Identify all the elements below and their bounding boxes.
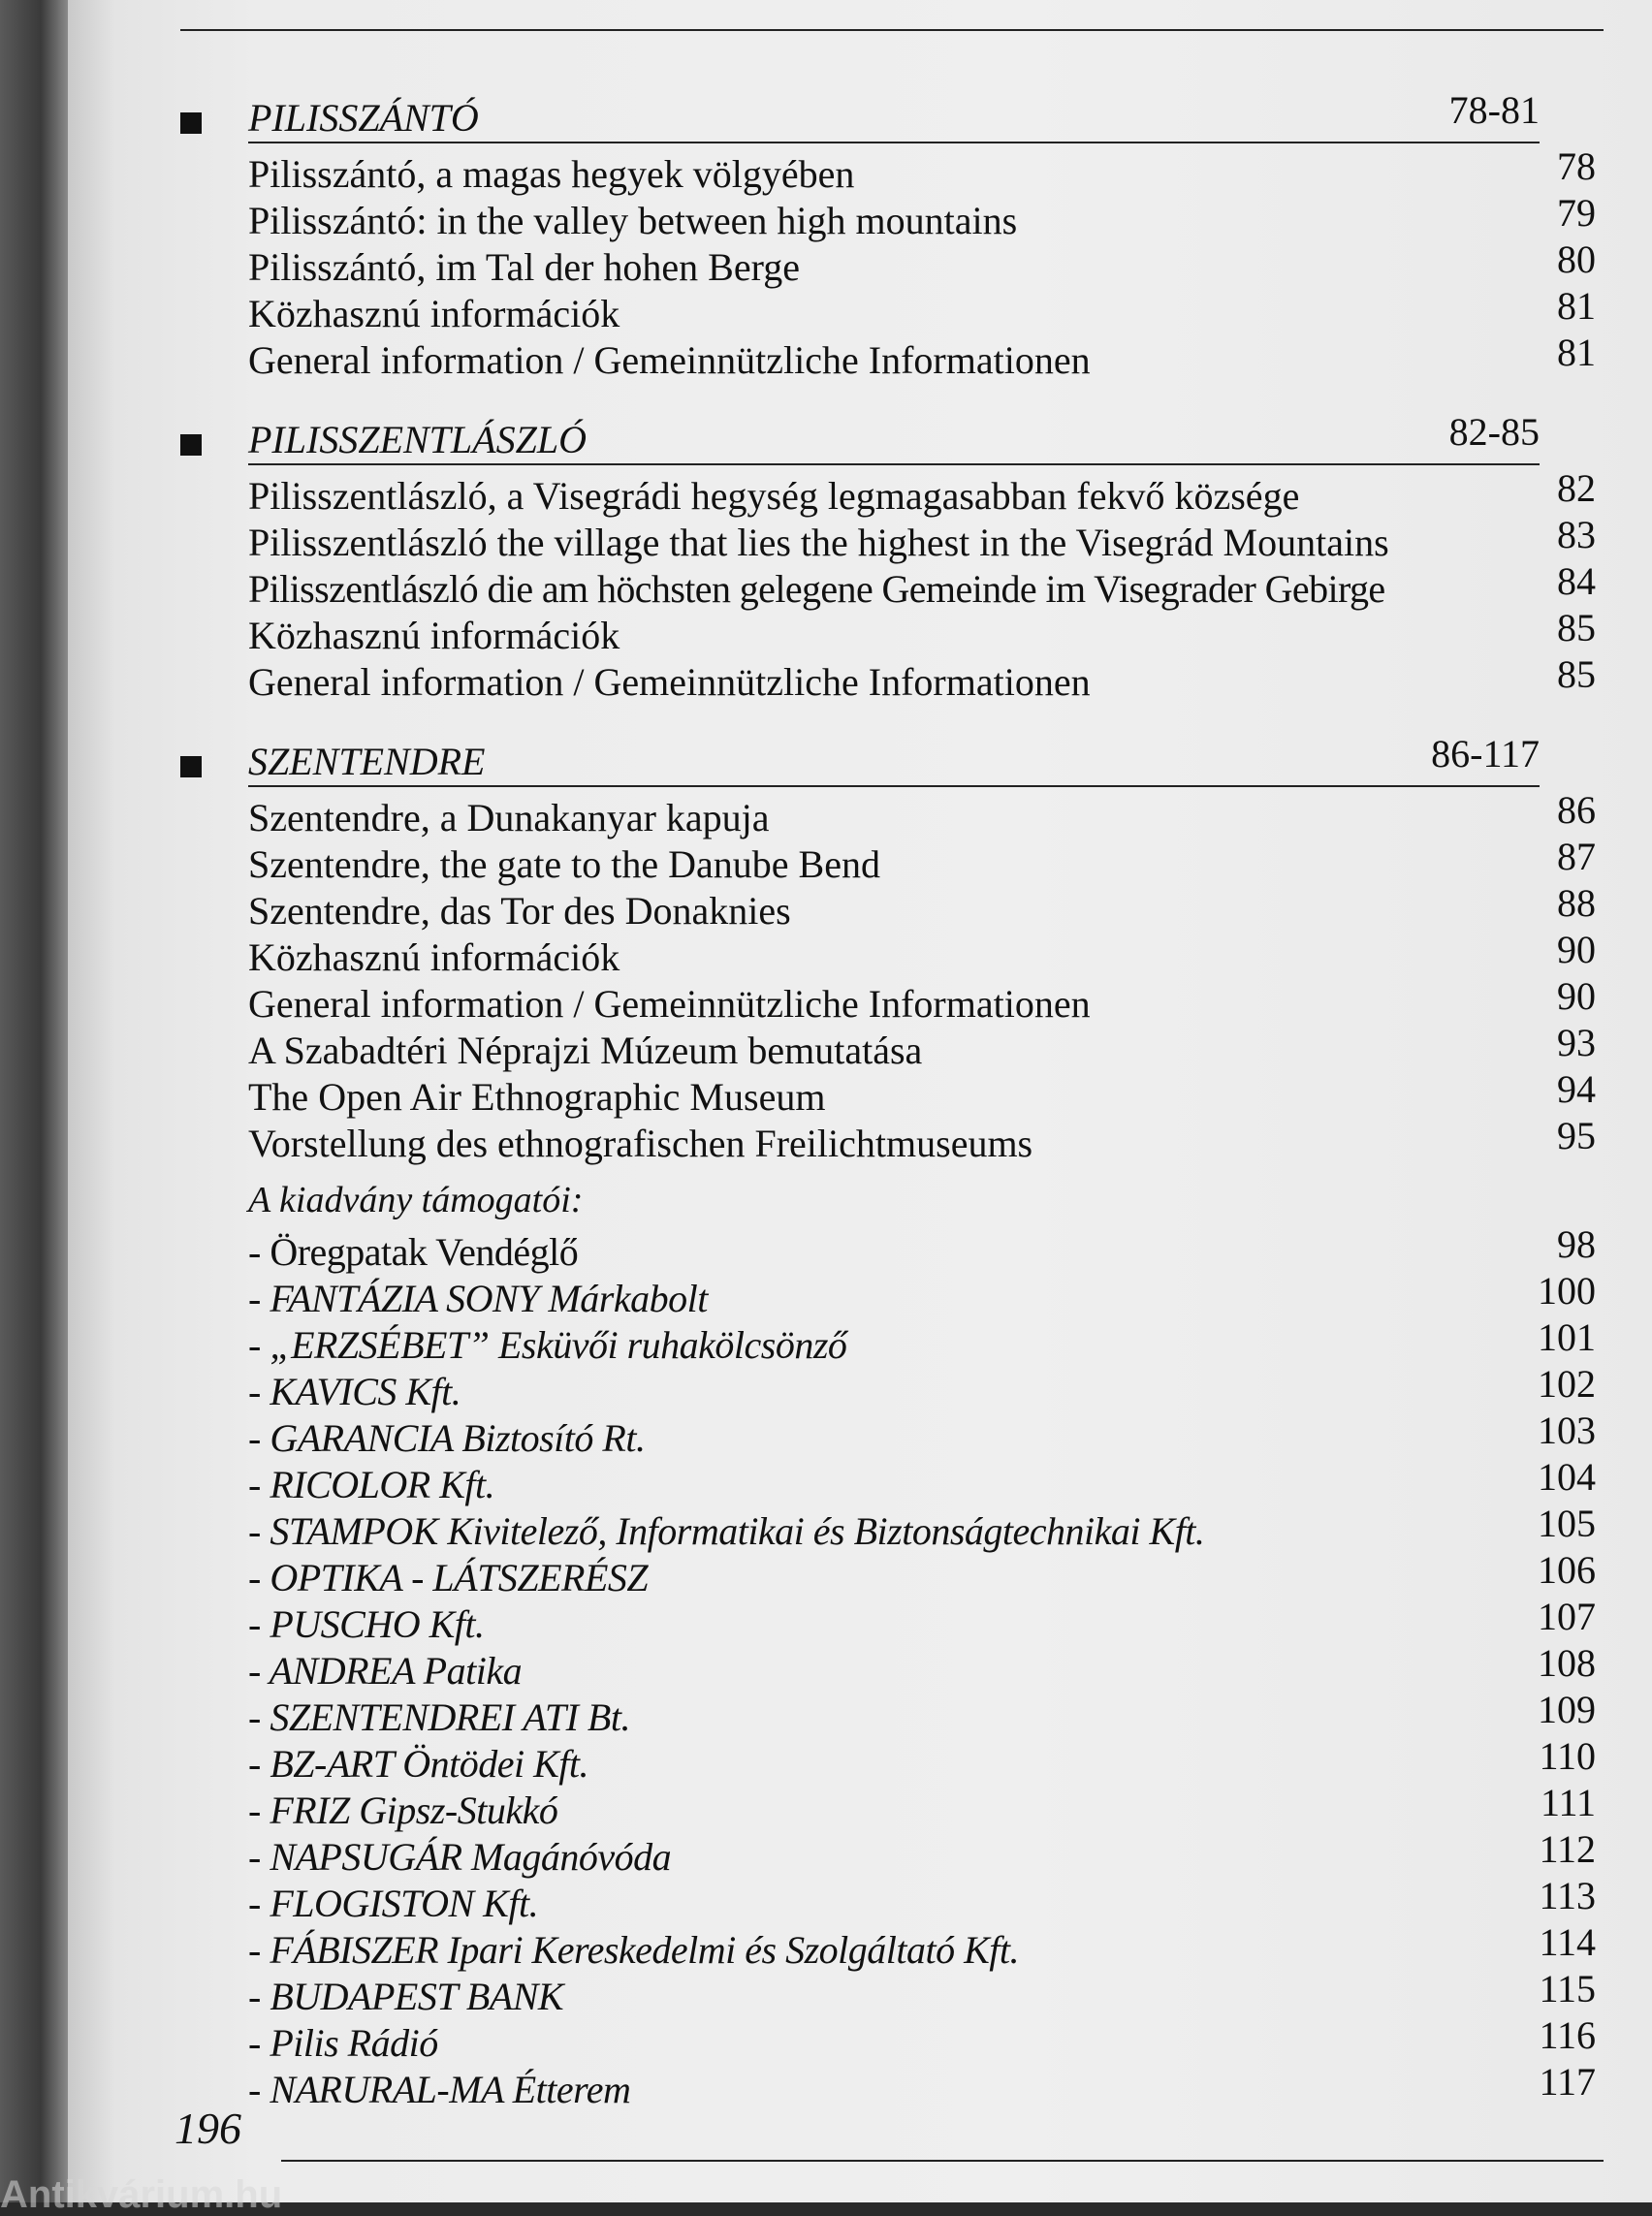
square-bullet-icon (180, 112, 202, 134)
sponsor-name: - PUSCHO Kft. (248, 1602, 485, 1646)
section-page-range: 78-81 (1448, 88, 1540, 132)
toc-entry (248, 237, 1596, 291)
entry-page: 110 (1539, 1734, 1596, 1778)
entry-page: 81 (1557, 284, 1596, 328)
entry-title: Pilisszántó, a magas hegyek völgyében (248, 152, 855, 196)
entry-title: General information / Gemeinnützliche Informationen (248, 982, 1091, 1026)
entry-page: 101 (1538, 1315, 1596, 1359)
sponsor-entry (248, 1455, 1596, 1508)
sponsor-name: - RICOLOR Kft. (248, 1463, 495, 1506)
sponsor-entry (248, 1502, 1596, 1555)
entry-page: 109 (1538, 1688, 1596, 1731)
entry-title: Szentendre, the gate to the Danube Bend (248, 842, 880, 886)
sponsor-name: - Pilis Rádió (248, 2021, 438, 2065)
entry-title: Pilisszentlászló die am höchsten gelegene Gemeinde im Visegrader Gebirge (248, 567, 1385, 611)
sponsor-entry (248, 1967, 1596, 2020)
section-title: SZENTENDRE (248, 740, 486, 783)
toc-entry (248, 1067, 1596, 1121)
sponsor-name: - „ERZSÉBET” Esküvői ruhakölcsönző (248, 1323, 847, 1367)
entry-title: Pilisszántó, im Tal der hohen Berge (248, 245, 800, 289)
toc-entry (248, 466, 1596, 520)
sponsor-entry (248, 1409, 1596, 1462)
sponsor-entry (248, 1595, 1596, 1648)
entry-title: General information / Gemeinnützliche Informationen (248, 338, 1091, 382)
sponsor-entry (248, 1315, 1596, 1369)
sponsor-entry (248, 1734, 1596, 1788)
sponsor-entry (248, 2060, 1596, 2113)
entry-title: Szentendre, das Tor des Donaknies (248, 889, 791, 933)
sponsor-entry (248, 1874, 1596, 1927)
sponsor-name: - FÁBISZER Ipari Kereskedelmi és Szolgáltató Kft. (248, 1928, 1020, 1972)
toc-entry (248, 652, 1596, 706)
entry-title: Közhasznú információk (248, 292, 620, 335)
sponsor-entry (248, 1920, 1596, 1974)
sponsor-name: - ANDREA Patika (248, 1649, 523, 1693)
sponsor-entry (248, 1781, 1596, 1834)
entry-page: 112 (1539, 1827, 1596, 1871)
entry-page: 81 (1557, 331, 1596, 374)
sponsor-entry (248, 1548, 1596, 1601)
entry-page: 103 (1538, 1409, 1596, 1452)
toc-entry (248, 191, 1596, 244)
page-number: 196 (175, 2104, 241, 2153)
entry-page: 86 (1557, 788, 1596, 832)
entry-title: A Szabadtéri Néprajzi Múzeum bemutatása (248, 1029, 923, 1072)
entry-title: Vorstellung des ethnografischen Freilichtmuseums (248, 1122, 1033, 1165)
square-bullet-icon (180, 756, 202, 777)
sponsor-name: - STAMPOK Kivitelező, Informatikai és Biztonságtechnikai Kft. (248, 1509, 1205, 1553)
entry-title: Szentendre, a Dunakanyar kapuja (248, 796, 770, 839)
entry-title: Közhasznú információk (248, 935, 620, 979)
sponsor-entry (248, 1827, 1596, 1881)
sponsor-entry (248, 1362, 1596, 1415)
entry-page: 114 (1539, 1920, 1596, 1964)
bottom-rule (281, 2160, 1604, 2162)
sponsor-name: - FLOGISTON Kft. (248, 1882, 539, 1925)
section-heading-szentendre (180, 732, 1540, 787)
sponsor-entry (248, 1222, 1596, 1276)
section-title: PILISSZÁNTÓ (248, 96, 479, 140)
entry-title: Pilisszentlászló, a Visegrádi hegység legmagasabban fekvő községe (248, 474, 1300, 518)
entry-page: 84 (1557, 559, 1596, 603)
entry-page: 104 (1538, 1455, 1596, 1499)
sponsor-name: - GARANCIA Biztosító Rt. (248, 1416, 646, 1460)
entry-page: 82 (1557, 466, 1596, 510)
sponsor-name: - NAPSUGÁR Magánóvóda (248, 1835, 672, 1879)
entry-page: 88 (1557, 881, 1596, 925)
toc-entry (248, 331, 1596, 384)
toc-entry (248, 1021, 1596, 1074)
entry-page: 115 (1539, 1967, 1596, 2010)
entry-page: 90 (1557, 928, 1596, 971)
entry-page: 83 (1557, 513, 1596, 556)
section-page-range: 82-85 (1448, 410, 1540, 454)
sponsor-entry (248, 1641, 1596, 1694)
square-bullet-icon (180, 434, 202, 456)
section-rule (248, 142, 1540, 143)
sponsor-name: - Öregpatak Vendéglő (248, 1230, 579, 1274)
sponsor-name: - BZ-ART Öntödei Kft. (248, 1742, 588, 1786)
toc-entry (248, 974, 1596, 1028)
sponsor-entry (248, 2013, 1596, 2067)
sponsor-entry (248, 1688, 1596, 1741)
section-heading-pilisszentlaszlo (180, 410, 1540, 465)
sponsor-name: - NARURAL-MA Étterem (248, 2068, 631, 2111)
entry-page: 106 (1538, 1548, 1596, 1592)
sponsor-name: - KAVICS Kft. (248, 1370, 461, 1413)
entry-page: 94 (1557, 1067, 1596, 1111)
entry-title: General information / Gemeinnützliche Informationen (248, 660, 1091, 704)
entry-title: Közhasznú információk (248, 614, 620, 657)
entry-page: 113 (1539, 1874, 1596, 1917)
top-rule (180, 29, 1604, 31)
entry-title: Pilisszentlászló the village that lies the highest in the Visegrád Mountains (248, 521, 1389, 564)
watermark: Antikvárium.hu (0, 2173, 283, 2216)
entry-page: 85 (1557, 606, 1596, 649)
entry-page: 90 (1557, 974, 1596, 1018)
toc-entry (248, 144, 1596, 198)
entry-page: 111 (1540, 1781, 1596, 1824)
sponsor-entry (248, 1269, 1596, 1322)
book-spine-shadow (0, 0, 68, 2202)
toc-entry (248, 513, 1596, 566)
toc-entry (248, 606, 1596, 659)
entry-title: Pilisszántó: in the valley between high mountains (248, 199, 1018, 242)
entry-title: The Open Air Ethnographic Museum (248, 1075, 826, 1119)
toc-entry (248, 1114, 1596, 1167)
entry-page: 98 (1557, 1222, 1596, 1266)
entry-page: 100 (1538, 1269, 1596, 1313)
toc-entry (248, 559, 1596, 613)
sponsor-name: - SZENTENDREI ATI Bt. (248, 1695, 630, 1739)
sponsor-name: - BUDAPEST BANK (248, 1975, 564, 2018)
entry-page: 117 (1539, 2060, 1596, 2104)
toc-entry (248, 881, 1596, 934)
entry-page: 95 (1557, 1114, 1596, 1157)
entry-page: 80 (1557, 237, 1596, 281)
toc-entry (248, 788, 1596, 841)
entry-page: 87 (1557, 835, 1596, 878)
toc-entry (248, 928, 1596, 981)
entry-page: 85 (1557, 652, 1596, 696)
entry-page: 116 (1539, 2013, 1596, 2057)
section-heading-pilisszanto (180, 88, 1540, 143)
entry-page: 79 (1557, 191, 1596, 235)
sponsor-name: - FRIZ Gipsz-Stukkó (248, 1789, 558, 1832)
toc-entry (248, 835, 1596, 888)
toc-entry (248, 284, 1596, 337)
entry-page: 105 (1538, 1502, 1596, 1545)
entry-page: 102 (1538, 1362, 1596, 1406)
section-title: PILISSZENTLÁSZLÓ (248, 418, 587, 461)
entry-page: 78 (1557, 144, 1596, 188)
entry-page: 93 (1557, 1021, 1596, 1064)
sponsor-name: - OPTIKA - LÁTSZERÉSZ (248, 1556, 649, 1599)
entry-page: 108 (1538, 1641, 1596, 1685)
section-rule (248, 463, 1540, 465)
sponsors-heading: A kiadvány támogatói: (248, 1180, 584, 1220)
section-page-range: 86-117 (1431, 732, 1540, 776)
entry-page: 107 (1538, 1595, 1596, 1638)
sponsor-name: - FANTÁZIA SONY Márkabolt (248, 1277, 708, 1320)
section-rule (248, 785, 1540, 787)
